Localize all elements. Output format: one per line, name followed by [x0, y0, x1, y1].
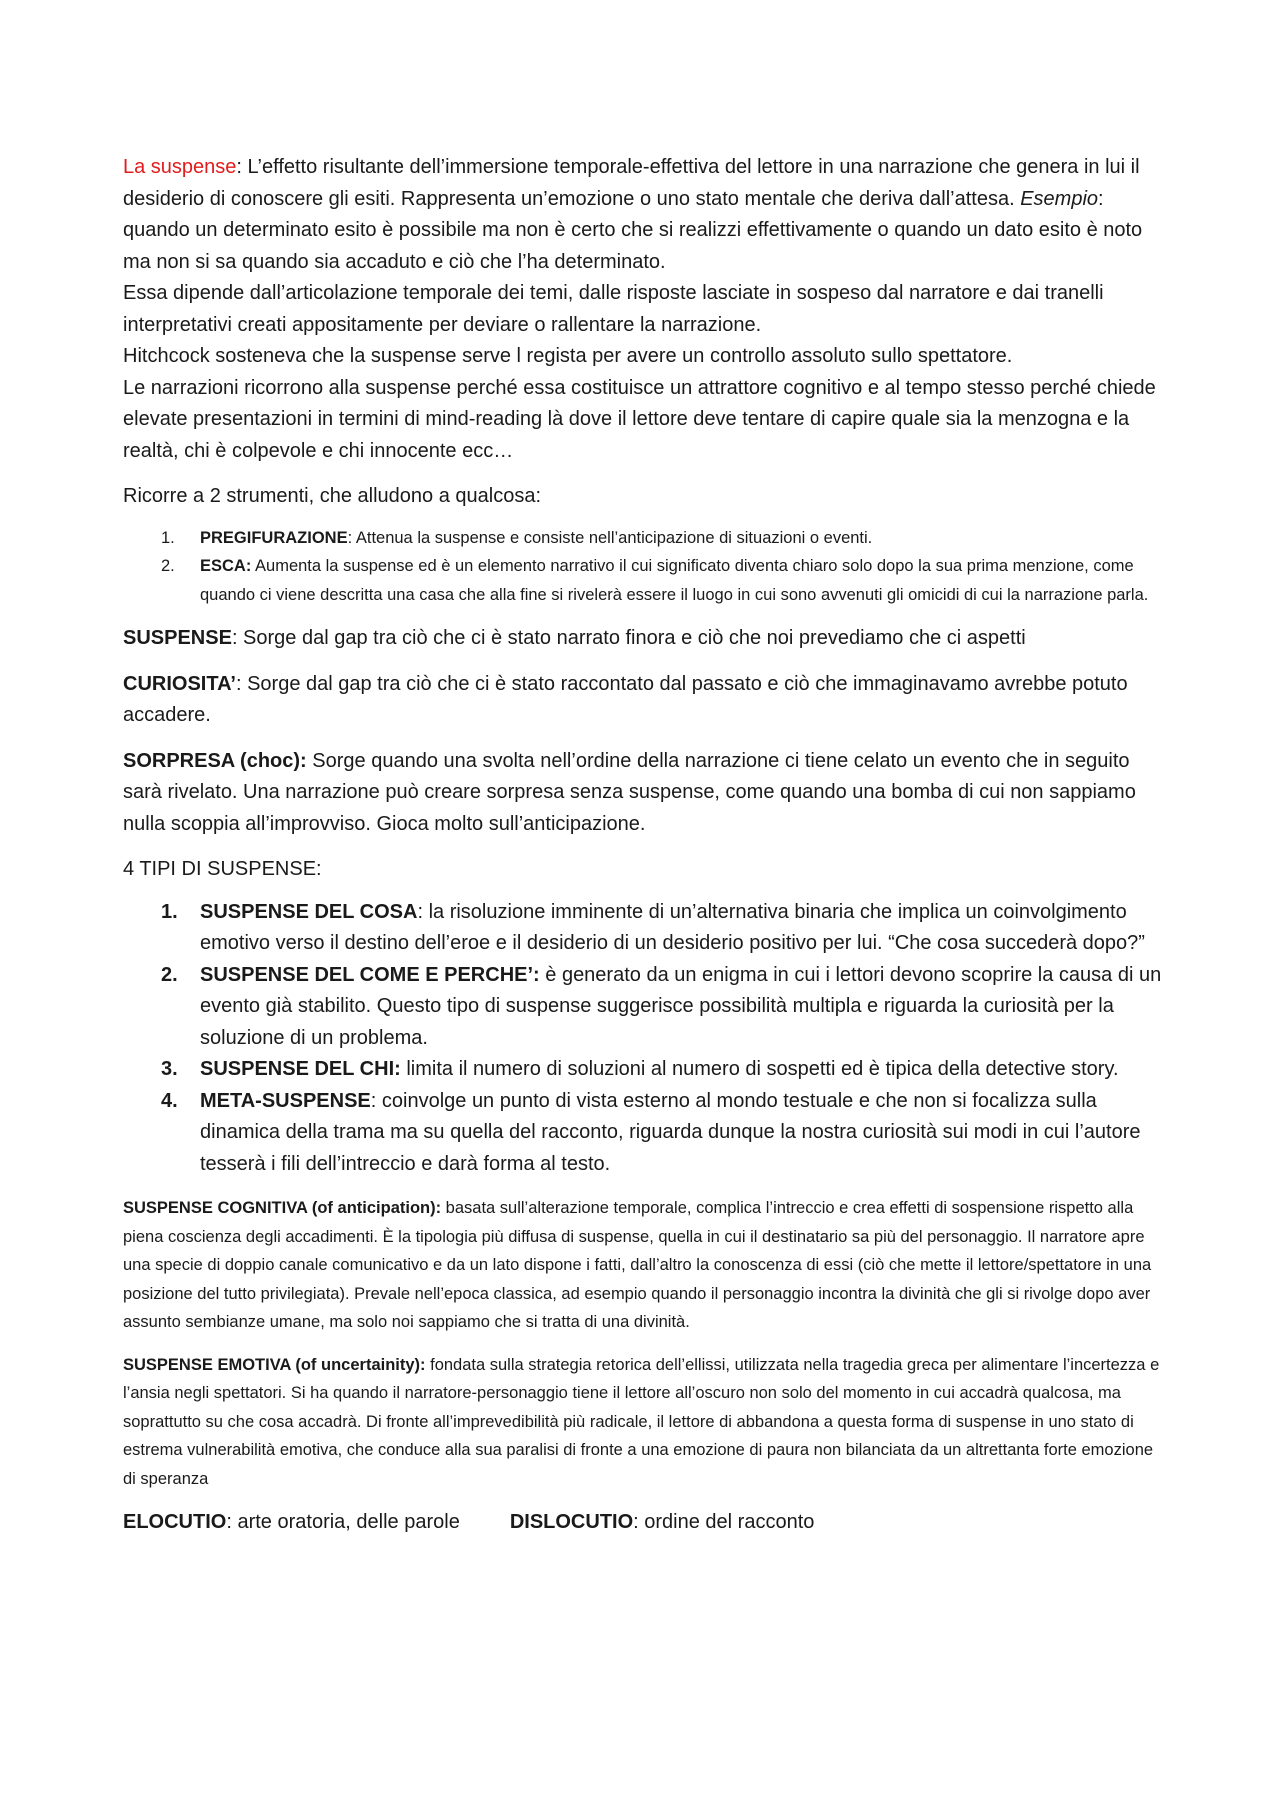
definition-curiosita: CURIOSITA’: Sorge dal gap tra ciò che ci è stato raccontato dal passato e ciò che immaginavamo avrebbe potuto accadere. — [123, 672, 1128, 726]
definition-sorpresa: SORPRESA (choc): Sorge quando una svolta nell’ordine della narrazione ci tiene celato un evento che in seguito sarà rivelato. Una narrazione può creare sorpresa senza suspense, come quando una bomba di cui non sappiamo nulla scoppia all’improvviso. Gioca molto sull’anticipazione. — [123, 749, 1136, 835]
emotive-suspense-paragraph: SUSPENSE EMOTIVA (of uncertainity): fondata sulla strategia retorica dell’ellissi, utilizzata nella tragedia greca per alimentare l’incertezza e l’ansia negli spettatori. Si ha quando il narratore-personaggio tiene il lettore all’oscuro non solo del momento in cui accadrà qualcosa, ma soprattutto su che cosa accadrà. Di fronte all’imprevedibilità più radicale, il lettore di abbandona a questa forma di suspense in uno stato di estrema vulnerabilità emotiva, che conduce alla sua paralisi di fronte a una emozione di paura non bilanciata da un altrettanta forte emozione di speranza — [123, 1355, 1160, 1488]
definition-suspense: SUSPENSE: Sorge dal gap tra ciò che ci è stato narrato finora e ciò che noi prevediamo che ci aspetti — [123, 627, 1026, 649]
tools-heading: Ricorre a 2 strumenti, che alludono a qualcosa: — [123, 485, 542, 507]
list-item: 2. SUSPENSE DEL COME E PERCHE’: è generato da un enigma in cui i lettori devono scoprire la causa di un evento già stabilito. Questo tipo di suspense suggerisce possibilità multipla e riguarda la curiosità per la soluzione di un problema. — [161, 963, 1162, 1049]
elocutio-definition: ELOCUTIO: arte oratoria, delle parole — [123, 1511, 460, 1533]
document-body — [123, 152, 1168, 1538]
suspense-term: La suspense — [123, 156, 237, 178]
list-item: 4. META-SUSPENSE: coinvolge un punto di vista esterno al mondo testuale e che non si focalizza sulla dinamica della trama ma su quella del racconto, riguarda dunque la nostra curiosità sui modi in cui l’autore tesserà i fili dell’intreccio e darà forma al testo. — [161, 1089, 1141, 1175]
dislocutio-definition: DISLOCUTIO: ordine del racconto — [509, 1511, 815, 1533]
rhetoric-terms-row — [123, 1507, 1168, 1538]
intro-paragraph: La suspense: L’effetto risultante dell’immersione temporale-effettiva del lettore in una narrazione che genera in lui il desiderio di conoscere gli esiti. Rappresenta un’emozione o uno stato mentale che deriva dall’attesa. Esempio: quando un determinato esito è possibile ma non è certo che si realizzi effettivamente o quando un dato esito è noto ma non si sa quando sia accaduto e ciò che l’ha determinato. Essa dipende dall’articolazione temporale dei temi, dalle risposte lasciate in sospeso dal narratore e dai tranelli interpretativi creati appositamente per deviare o rallentare la narrazione. Hitchcock sosteneva che la suspense serve l regista per avere un controllo assoluto sullo spettatore. Le narrazioni ricorrono alla suspense perché essa costituisce un attrattore cognitivo e al tempo stesso perché chiede elevate presentazioni in termini di mind-reading là dove il lettore deve tentare di capire quale sia la menzogna e la realtà, chi è colpevole e chi innocente ecc… — [123, 156, 1156, 462]
list-item: 1. SUSPENSE DEL COSA: la risoluzione imminente di un’alternativa binaria che implica un coinvolgimento emotivo verso il destino dell’eroe e il desiderio di un desiderio positivo per lui. “Che cosa succederà dopo?” — [161, 900, 1145, 954]
list-item: 2. ESCA: Aumenta la suspense ed è un elemento narrativo il cui significato diventa chiaro solo dopo la sua prima menzione, come quando ci viene descritta una casa che alla fine si rivelerà essere il luogo in cui sono avvenuti gli omicidi di cui la narrazione parla. — [161, 557, 1149, 604]
tools-list — [123, 524, 1168, 610]
list-item: 3. SUSPENSE DEL CHI: limita il numero di soluzioni al numero di sospetti ed è tipica della detective story. — [161, 1058, 1119, 1080]
list-item: 1. PREGIFURAZIONE: Attenua la suspense e consiste nell’anticipazione di situazioni o eventi. — [161, 528, 873, 547]
types-list — [123, 897, 1168, 1181]
cognitive-suspense-paragraph: SUSPENSE COGNITIVA (of anticipation): basata sull’alterazione temporale, complica l’intreccio e crea effetti di sospensione rispetto alla piena coscienza degli accadimenti. È la tipologia più diffusa di suspense, quella in cui il destinatario sa più del personaggio. Il narratore apre una specie di doppio canale comunicativo e da un lato dispone i fatti, dall’altro la conoscenza di essi (ciò che mette il lettore/spettatore in una posizione del tutto privilegiata). Prevale nell’epoca classica, ad esempio quando il personaggio incontra la divinità che gli si rivolge dopo aver assunto sembianze umane, ma solo noi sappiamo che si tratta di una divinità. — [123, 1199, 1152, 1331]
types-heading: 4 TIPI DI SUSPENSE: — [123, 858, 322, 880]
